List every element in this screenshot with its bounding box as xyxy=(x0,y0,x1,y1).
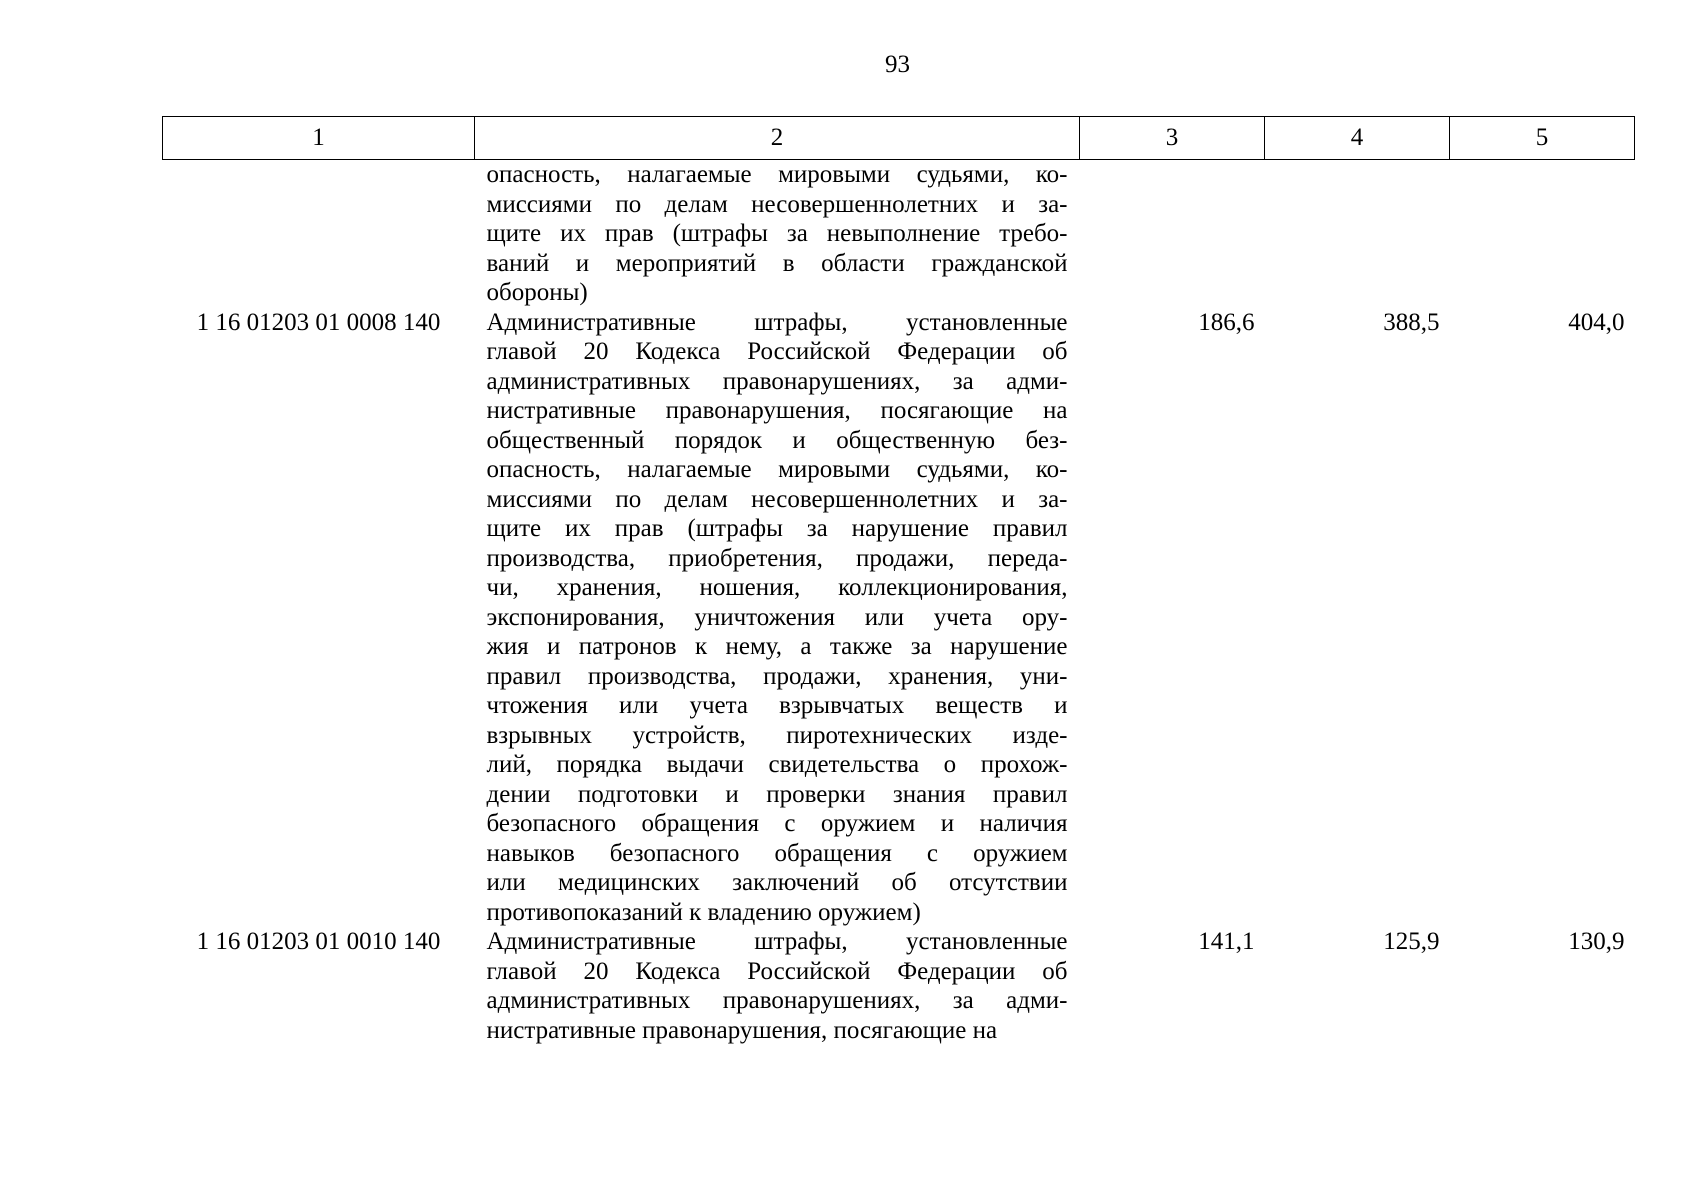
description-line: экспонирования, уничтожения или учета ору- xyxy=(486,603,1068,631)
amount-column-5: 404,0 xyxy=(1568,308,1625,336)
amount-column-4: 388,5 xyxy=(1383,308,1440,336)
column-header-4: 4 xyxy=(1265,117,1450,160)
description-line: противопоказаний к владению оружием) xyxy=(486,898,921,926)
description-line: опасность, налагаемые мировыми судьями, ко- xyxy=(486,456,1068,483)
description-line: щите их прав (штрафы за невыполнение требо- xyxy=(486,220,1068,247)
column-header-1: 1 xyxy=(163,117,475,160)
amount-column-4 xyxy=(1265,160,1450,308)
description-line: щите их прав (штрафы за нарушение правил xyxy=(486,515,1068,542)
column-header-3: 3 xyxy=(1080,117,1265,160)
description-line: административных правонарушениях, за адми- xyxy=(486,367,1068,395)
revenue-description xyxy=(475,308,1080,928)
table-header-row xyxy=(163,117,1635,160)
amount-column-4: 125,9 xyxy=(1383,928,1440,955)
table-row xyxy=(163,160,1635,308)
description-line: нистративные правонарушения, посягающие на xyxy=(486,397,1068,424)
description-line: главой 20 Кодекса Российской Федерации об xyxy=(486,957,1068,985)
revenue-description xyxy=(475,160,1080,308)
description-line: взрывных устройств, пиротехнических изде- xyxy=(486,721,1068,749)
amount-column-3: 141,1 xyxy=(1198,928,1255,955)
revenue-code: 1 16 01203 01 0010 140 xyxy=(196,928,441,955)
revenue-code: 1 16 01203 01 0008 140 xyxy=(196,308,441,336)
description-line: нистративные правонарушения, посягающие на xyxy=(486,1016,998,1044)
description-line: миссиями по делам несовершеннолетних и за- xyxy=(486,485,1068,513)
description-line: жия и патронов к нему, а также за нарушение xyxy=(486,633,1068,660)
description-line: безопасного обращения с оружием и наличия xyxy=(486,810,1068,837)
description-line: производства, приобретения, продажи, переда- xyxy=(486,544,1068,572)
table-row xyxy=(163,927,1635,1045)
description-line: миссиями по делам несовершеннолетних и за- xyxy=(486,190,1068,218)
description-line: навыков безопасного обращения с оружием xyxy=(486,839,1068,867)
amount-column-3: 186,6 xyxy=(1198,308,1255,336)
description-line: Административные штрафы, установленные xyxy=(486,928,1068,955)
description-line: чтожения или учета взрывчатых веществ и xyxy=(486,692,1068,719)
description-line: Административные штрафы, установленные xyxy=(486,308,1068,336)
description-line: чи, хранения, ношения, коллекционирования, xyxy=(486,574,1068,601)
description-line: опасность, налагаемые мировыми судьями, ко- xyxy=(486,161,1068,188)
amount-column-5 xyxy=(1450,160,1635,308)
description-line: административных правонарушениях, за адми- xyxy=(486,987,1068,1014)
page-number: 93 xyxy=(885,51,910,78)
description-line: обороны) xyxy=(486,279,588,306)
description-line: ваний и мероприятий в области гражданской xyxy=(486,249,1068,277)
table-body xyxy=(163,160,1635,1046)
amount-column-5: 130,9 xyxy=(1568,928,1625,955)
table-row xyxy=(163,308,1635,928)
description-line: правил производства, продажи, хранения, уни- xyxy=(486,662,1068,690)
revenue-description xyxy=(475,927,1080,1045)
budget-table xyxy=(162,116,1635,1045)
description-line: или медицинских заключений об отсутствии xyxy=(486,869,1068,896)
description-line: главой 20 Кодекса Российской Федерации об xyxy=(486,338,1068,365)
amount-column-3 xyxy=(1080,160,1265,308)
description-line: дении подготовки и проверки знания правил xyxy=(486,780,1068,808)
description-line: лий, порядка выдачи свидетельства о прохож- xyxy=(486,751,1068,778)
column-header-2: 2 xyxy=(475,117,1080,160)
description-line: общественный порядок и общественную без- xyxy=(486,426,1068,454)
revenue-code xyxy=(163,160,475,308)
column-header-5: 5 xyxy=(1450,117,1635,160)
